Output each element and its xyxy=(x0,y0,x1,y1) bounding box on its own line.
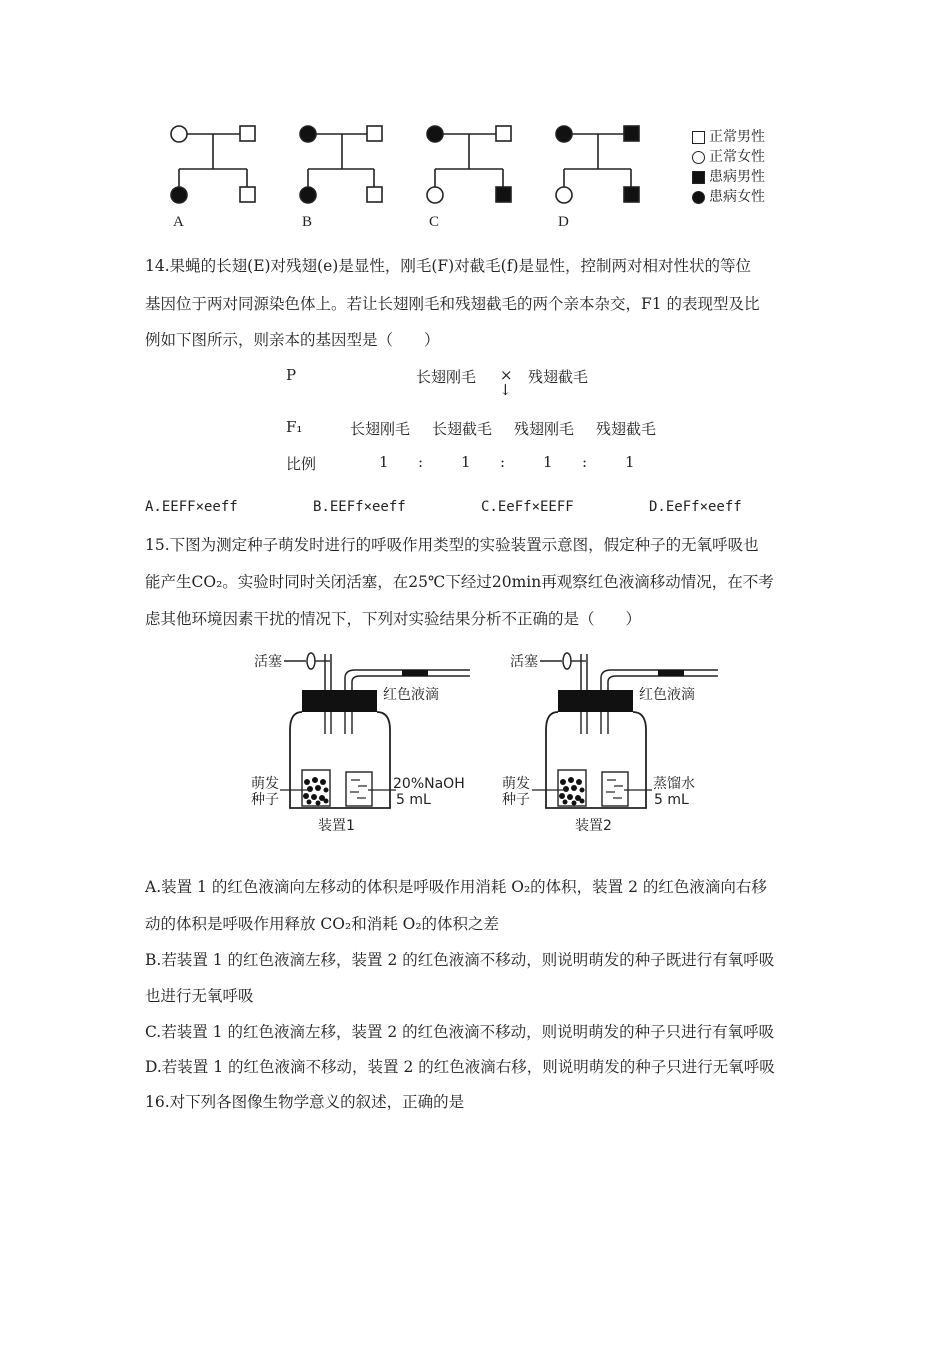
cross-f1-type-4: 残翅截毛 xyxy=(596,420,657,438)
cross-colon: : xyxy=(582,453,588,471)
pedigree-label-a: A xyxy=(173,214,184,230)
q15-answer-a-line-2: 动的体积是呼吸作用释放 CO₂和消耗 O₂的体积之差 xyxy=(145,915,500,933)
red-droplet xyxy=(402,670,428,676)
q14-option-d: D.EeFf×eeff xyxy=(649,499,742,515)
device-1 xyxy=(251,653,470,834)
device1-liquid-label-1: 20%NaOH xyxy=(393,776,465,792)
pedigree-d xyxy=(556,126,639,203)
pedigree-b xyxy=(300,126,382,203)
device2-stopcock-label: 活塞 xyxy=(510,654,538,670)
device2-caption: 装置2 xyxy=(575,818,612,834)
q15-answer-b-line-2: 也进行无氧呼吸 xyxy=(145,987,254,1005)
q14-line-2: 基因位于两对同源染色体上。若让长翅刚毛和残翅截毛的两个亲本杂交，F1 的表现型及比 xyxy=(145,295,760,313)
q14-option-b: B.EEFf×eeff xyxy=(313,499,406,515)
device2-liquid-label-2: 5 mL xyxy=(654,792,689,808)
cross-f1-type-1: 长翅刚毛 xyxy=(350,420,411,438)
bottle-stopper xyxy=(302,690,377,712)
pedigree-c xyxy=(427,126,511,203)
legend-normal-male: 正常男性 xyxy=(692,128,765,146)
cross-times: × xyxy=(500,366,513,384)
cross-colon: : xyxy=(418,453,424,471)
cross-ratio-label: 比例 xyxy=(286,455,317,473)
q15-answer-b-line-1: B.若装置 1 的红色液滴左移，装置 2 的红色液滴不移动，则说明萌发的种子既进行有氧呼吸 xyxy=(145,951,775,969)
q16-line: 16.对下列各图像生物学意义的叙述，正确的是 xyxy=(145,1093,465,1111)
cross-ratio-2: 1 xyxy=(461,453,471,471)
cross-colon: : xyxy=(500,453,506,471)
cross-f1-type-3: 残翅刚毛 xyxy=(514,420,575,438)
normal-male-square-icon xyxy=(692,131,705,144)
cross-p-label: P xyxy=(286,366,297,384)
cross-f1-label: F₁ xyxy=(286,418,303,436)
q15-answer-d: D.若装置 1 的红色液滴不移动，装置 2 的红色液滴右移，则说明萌发的种子只进行无氧呼吸 xyxy=(145,1058,775,1076)
cross-ratio-4: 1 xyxy=(625,453,635,471)
affected-male-square-icon xyxy=(692,171,705,184)
q15-line-2: 能产生CO₂。实验时同时关闭活塞，在25℃下经过20min再观察红色液滴移动情况，在不考 xyxy=(145,573,774,591)
q15-answer-c: C.若装置 1 的红色液滴左移，装置 2 的红色液滴不移动，则说明萌发的种子只进行有氧呼吸 xyxy=(145,1023,775,1041)
cross-ratio-1: 1 xyxy=(379,453,389,471)
red-droplet xyxy=(658,670,684,676)
legend-affected-female: 患病女性 xyxy=(692,188,765,206)
stopcock-icon xyxy=(307,653,315,669)
q15-answer-a-line-1: A.装置 1 的红色液滴向左移动的体积是呼吸作用消耗 O₂的体积，装置 2 的红色液滴向右移 xyxy=(145,878,767,896)
pedigree-a xyxy=(171,126,255,203)
pedigree-label-d: D xyxy=(558,214,569,230)
legend-normal-female: 正常女性 xyxy=(692,148,765,166)
q15-line-3: 虑其他环境因素干扰的情况下，下列对实验结果分析不正确的是（ ） xyxy=(145,610,642,628)
pedigree-label-b: B xyxy=(302,214,313,230)
down-arrow-icon: ↓ xyxy=(499,381,512,399)
q15-line-1: 15.下图为测定种子萌发时进行的呼吸作用类型的实验装置示意图，假定种子的无氧呼吸也 xyxy=(145,536,759,554)
device1-caption: 装置1 xyxy=(318,818,355,834)
device1-liquid-label-2: 5 mL xyxy=(396,792,431,808)
normal-female-circle-icon xyxy=(692,151,705,164)
cross-p-right: 残翅截毛 xyxy=(528,368,589,386)
stopcock-icon xyxy=(563,653,571,669)
cross-f1-type-2: 长翅截毛 xyxy=(432,420,493,438)
pedigree-label-c: C xyxy=(429,214,440,230)
cross-p-left: 长翅刚毛 xyxy=(416,368,477,386)
device1-droplet-label: 红色液滴 xyxy=(383,687,439,703)
legend-affected-male: 患病男性 xyxy=(692,168,765,186)
affected-female-circle-icon xyxy=(692,191,705,204)
device2-seed-label-2: 种子 xyxy=(502,792,530,808)
q14-option-c: C.EeFf×EEFF xyxy=(481,499,574,515)
device1-seed-label-1: 萌发 xyxy=(251,776,279,792)
q14-option-a: A.EEFF×eeff xyxy=(145,499,238,515)
apparatus-diagram xyxy=(240,640,720,840)
device2-droplet-label: 红色液滴 xyxy=(639,687,695,703)
device2-liquid-label-1: 蒸馏水 xyxy=(653,776,695,792)
device-2 xyxy=(502,653,718,834)
device1-stopcock-label: 活塞 xyxy=(254,654,282,670)
cross-ratio-3: 1 xyxy=(543,453,553,471)
device2-seed-label-1: 萌发 xyxy=(502,776,530,792)
pedigree-diagram xyxy=(150,115,690,215)
device1-seed-label-2: 种子 xyxy=(251,792,279,808)
q14-line-1: 14.果蝇的长翅(E)对残翅(e)是显性，刚毛(F)对截毛(f)是显性，控制两对相对性状的等位 xyxy=(145,257,752,275)
q14-line-3: 例如下图所示，则亲本的基因型是（ ） xyxy=(145,331,440,349)
bottle-stopper xyxy=(558,690,633,712)
